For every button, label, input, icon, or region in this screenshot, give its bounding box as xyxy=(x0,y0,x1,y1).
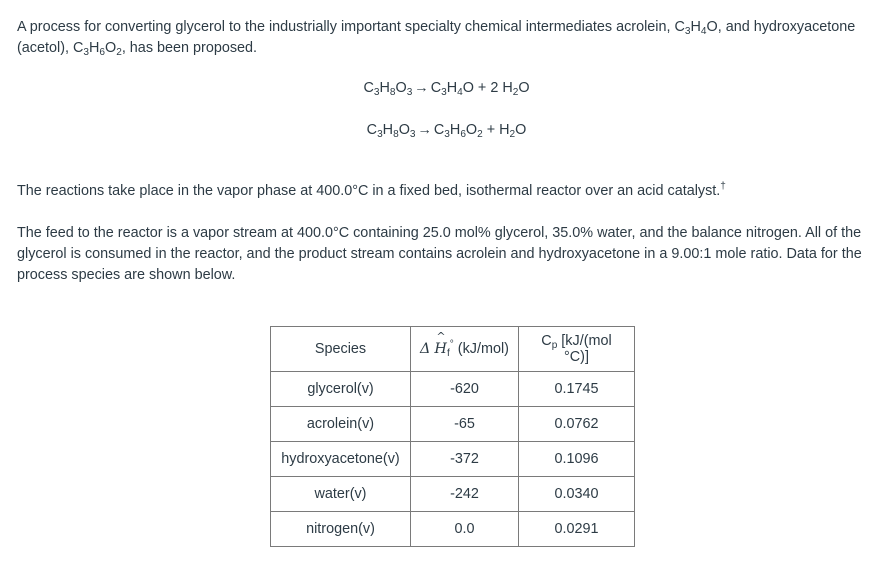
cell-species: nitrogen(v) xyxy=(271,512,411,547)
feed-description-paragraph: The feed to the reactor is a vapor stream at 400.0°C containing 25.0 mol% glycerol, 35.0% water, and the balance nitrogen. All of the glycerol is consumed in the reactor, and the product stream contains acrolein and hydroxyacetone in a 9.00:1 mole ratio. Data for the process species are shown below. xyxy=(17,225,862,283)
table-row xyxy=(271,372,635,407)
header-heat-capacity: $C_p$ [kJ/(mol °C)] xyxy=(519,327,635,372)
table-row xyxy=(271,442,635,477)
equation-hydroxyacetone: $C_3H_8O_3 \to C_3H_6O_2 + H_2O$ xyxy=(366,122,527,140)
table-header-row xyxy=(271,327,635,372)
cell-heat-capacity: 0.1096 xyxy=(519,442,635,477)
reaction-conditions-paragraph: The reactions take place in the vapor phase at 400.0°C in a fixed bed, isothermal reactor over an acid catalyst.† xyxy=(17,181,726,199)
cell-enthalpy: 0.0 xyxy=(411,512,519,547)
table-row xyxy=(271,407,635,442)
cell-enthalpy: -372 xyxy=(411,442,519,477)
cell-heat-capacity: 0.0762 xyxy=(519,407,635,442)
cell-heat-capacity: 0.0340 xyxy=(519,477,635,512)
equation-acrolein: $C_3H_8O_3 \to C_3H_4O + 2$ $H_2O$ xyxy=(363,80,530,98)
cell-enthalpy: -65 xyxy=(411,407,519,442)
footnote-link[interactable]: † xyxy=(720,181,726,193)
cell-species: glycerol(v) xyxy=(271,372,411,407)
cell-heat-capacity: 0.0291 xyxy=(519,512,635,547)
cell-species: acrolein(v) xyxy=(271,407,411,442)
cell-species: water(v) xyxy=(271,477,411,512)
cell-enthalpy: -620 xyxy=(411,372,519,407)
reaction-arrow: → xyxy=(417,122,432,138)
cell-species: hydroxyacetone(v) xyxy=(271,442,411,477)
species-data-table xyxy=(270,326,635,547)
header-enthalpy: Δ ^ $H_f^\circ$ (kJ/mol) xyxy=(411,327,519,372)
table-row xyxy=(271,477,635,512)
table-row xyxy=(271,512,635,547)
intro-paragraph: A process for converting glycerol to the industrially important specialty chemical intermediates acrolein, $C_3H_4O$, and hydroxyacetone (acetol), $C_3H_6O_2$, has been proposed. xyxy=(17,19,856,58)
reaction-arrow: → xyxy=(414,80,429,96)
cell-enthalpy: -242 xyxy=(411,477,519,512)
cell-heat-capacity: 0.1745 xyxy=(519,372,635,407)
header-species: Species xyxy=(271,327,411,372)
